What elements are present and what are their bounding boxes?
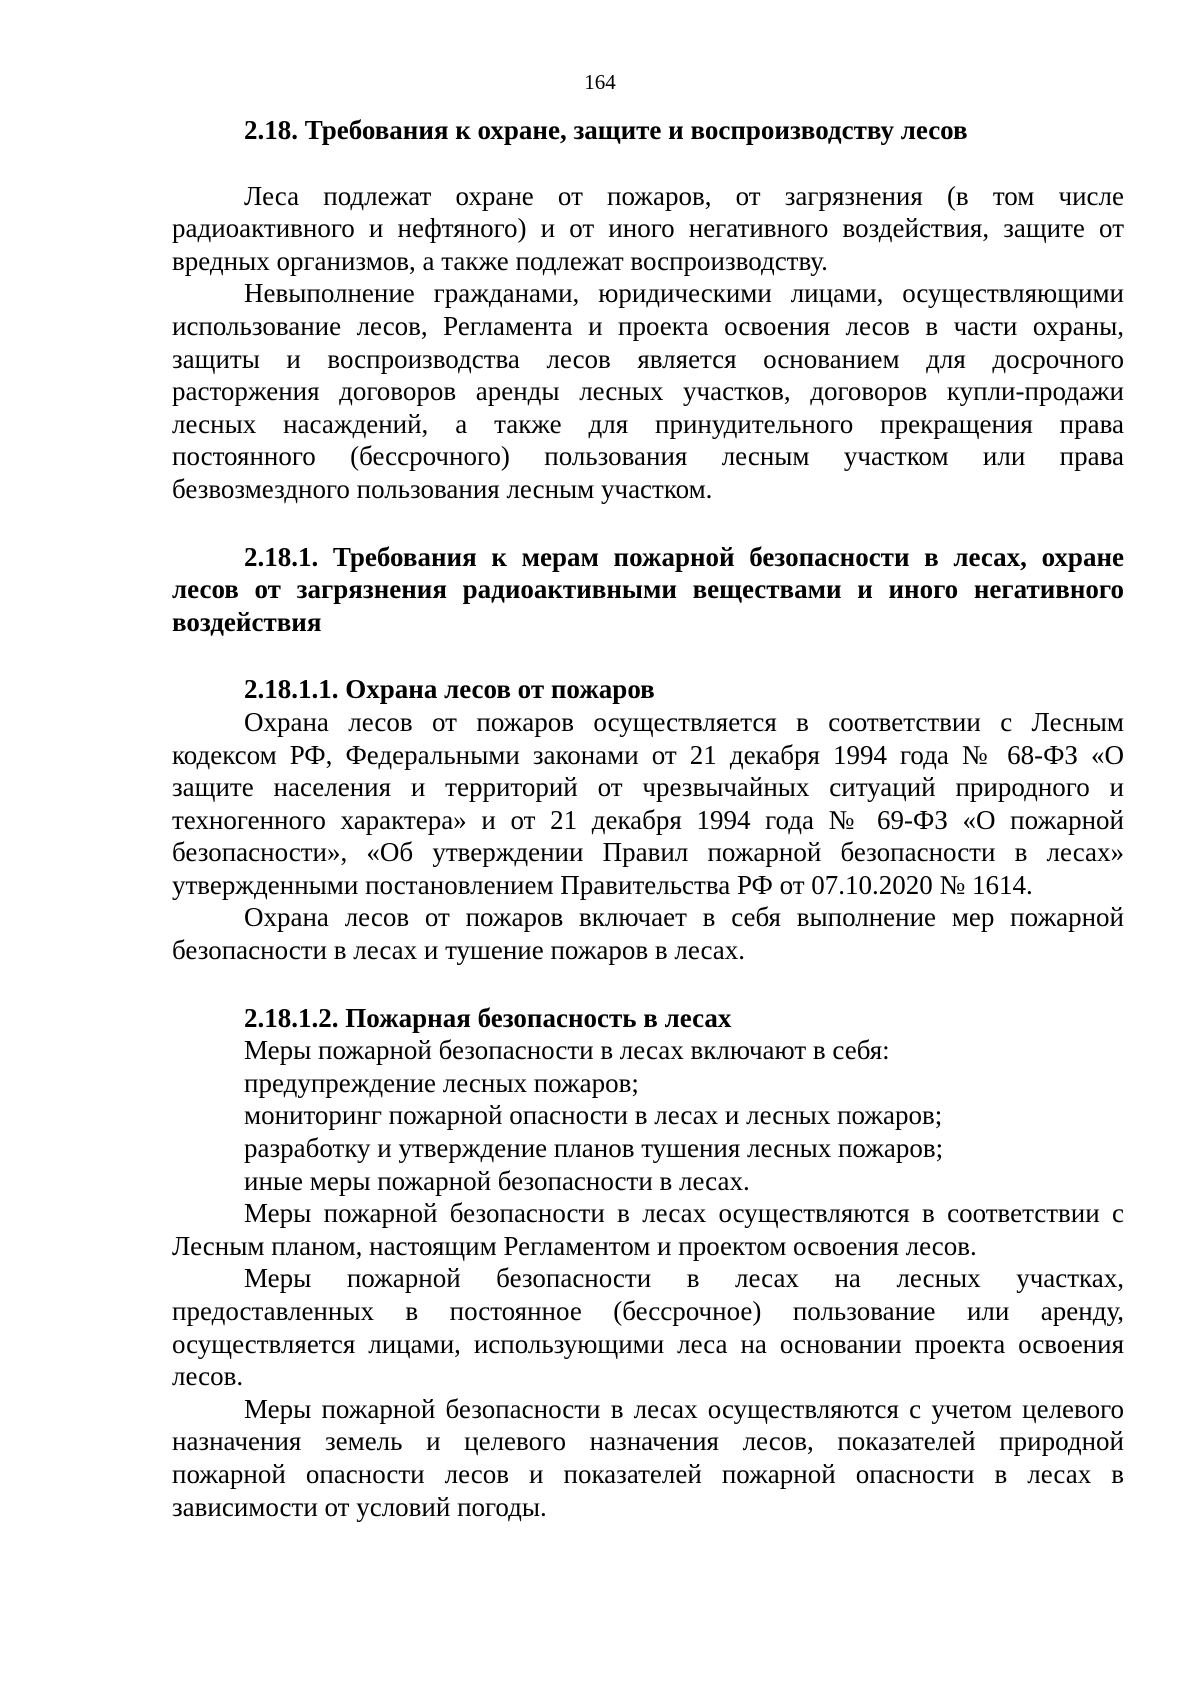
spacer [172,638,1124,673]
fire-protection-paragraph: Охрана лесов от пожаров включает в себя выполнение мер пожарной безопасности в лесах и тушение пожаров в лесах. [172,902,1124,966]
subsection-title: 2.18.1. Требования к мерам пожарной безопасности в лесах, охране лесов от загрязнения радиоактивными веществами и иного негативного воздействия [172,541,1124,637]
page-number: 164 [584,70,616,94]
fire-safety-intro: Меры пожарной безопасности в лесах включают в себя: [244,1035,890,1066]
list-item: иные меры пожарной безопасности в лесах. [244,1165,750,1196]
fire-safety-paragraph: Меры пожарной безопасности в лесах осуществляются в соответствии с Лесным планом, настоящим Регламентом и проектом освоения лесов. [172,1198,1124,1261]
fire-safety-paragraph: Меры пожарной безопасности в лесах осуществляются с учетом целевого назначения земель и целевого назначения лесов, показателей природной пожарной опасности лесов и показателей пожарной опасности в лесах в зависимости от условий погоды. [172,1393,1124,1522]
list-item: предупреждение лесных пожаров; [244,1067,639,1098]
section-title: 2.18. Требования к охране, защите и воспроизводству лесов [244,115,968,145]
spacer [172,506,1124,541]
subsubsection-title-fire-safety: 2.18.1.2. Пожарная безопасность в лесах [244,1002,732,1033]
subsubsection-title-fire-protection: 2.18.1.1. Охрана лесов от пожаров [244,674,655,705]
section-paragraph: Невыполнение гражданами, юридическими лицами, осуществляющими использование лесов, Регламента и проекта освоения лесов в части охраны, защиты и воспроизводства лесов является основанием для досрочного расторжения договоров аренды лесных участков, договоров купли-продажи лесных насаждений, а также для принудительного прекращения права постоянного (бессрочного) пользования лесным участком или права безвозмездного пользования лесным участком. [172,278,1124,504]
fire-protection-paragraph: Охрана лесов от пожаров осуществляется в соответствии с Лесным кодексом РФ, Федеральными законами от 21 декабря 1994 года № 68-ФЗ «О защите населения и территорий от чрезвычайных ситуаций природного и техногенного характера» и от 21 декабря 1994 года № 69-ФЗ «О пожарной безопасности», «Об утверждении Правил пожарной безопасности в лесах» утвержденными постановлением Правительства РФ от 07.10.2020 № 1614. [172,706,1124,900]
section-paragraph: Леса подлежат охране от пожаров, от загрязнения (в том числе радиоактивного и нефтяного) и от иного негативного воздействия, защите от вредных организмов, а также подлежат воспроизводству. [172,180,1124,276]
spacer [172,967,1124,1002]
list-item: разработку и утверждение планов тушения лесных пожаров; [244,1133,944,1164]
spacer [172,147,1124,180]
list-item: мониторинг пожарной опасности в лесах и лесных пожаров; [244,1100,943,1131]
page-content [172,114,1124,1523]
fire-safety-paragraph: Меры пожарной безопасности в лесах на лесных участках, предоставленных в постоянное (бессрочное) пользование или аренду, осуществляется лицами, использующими леса на основании проекта освоения лесов. [172,1263,1124,1392]
